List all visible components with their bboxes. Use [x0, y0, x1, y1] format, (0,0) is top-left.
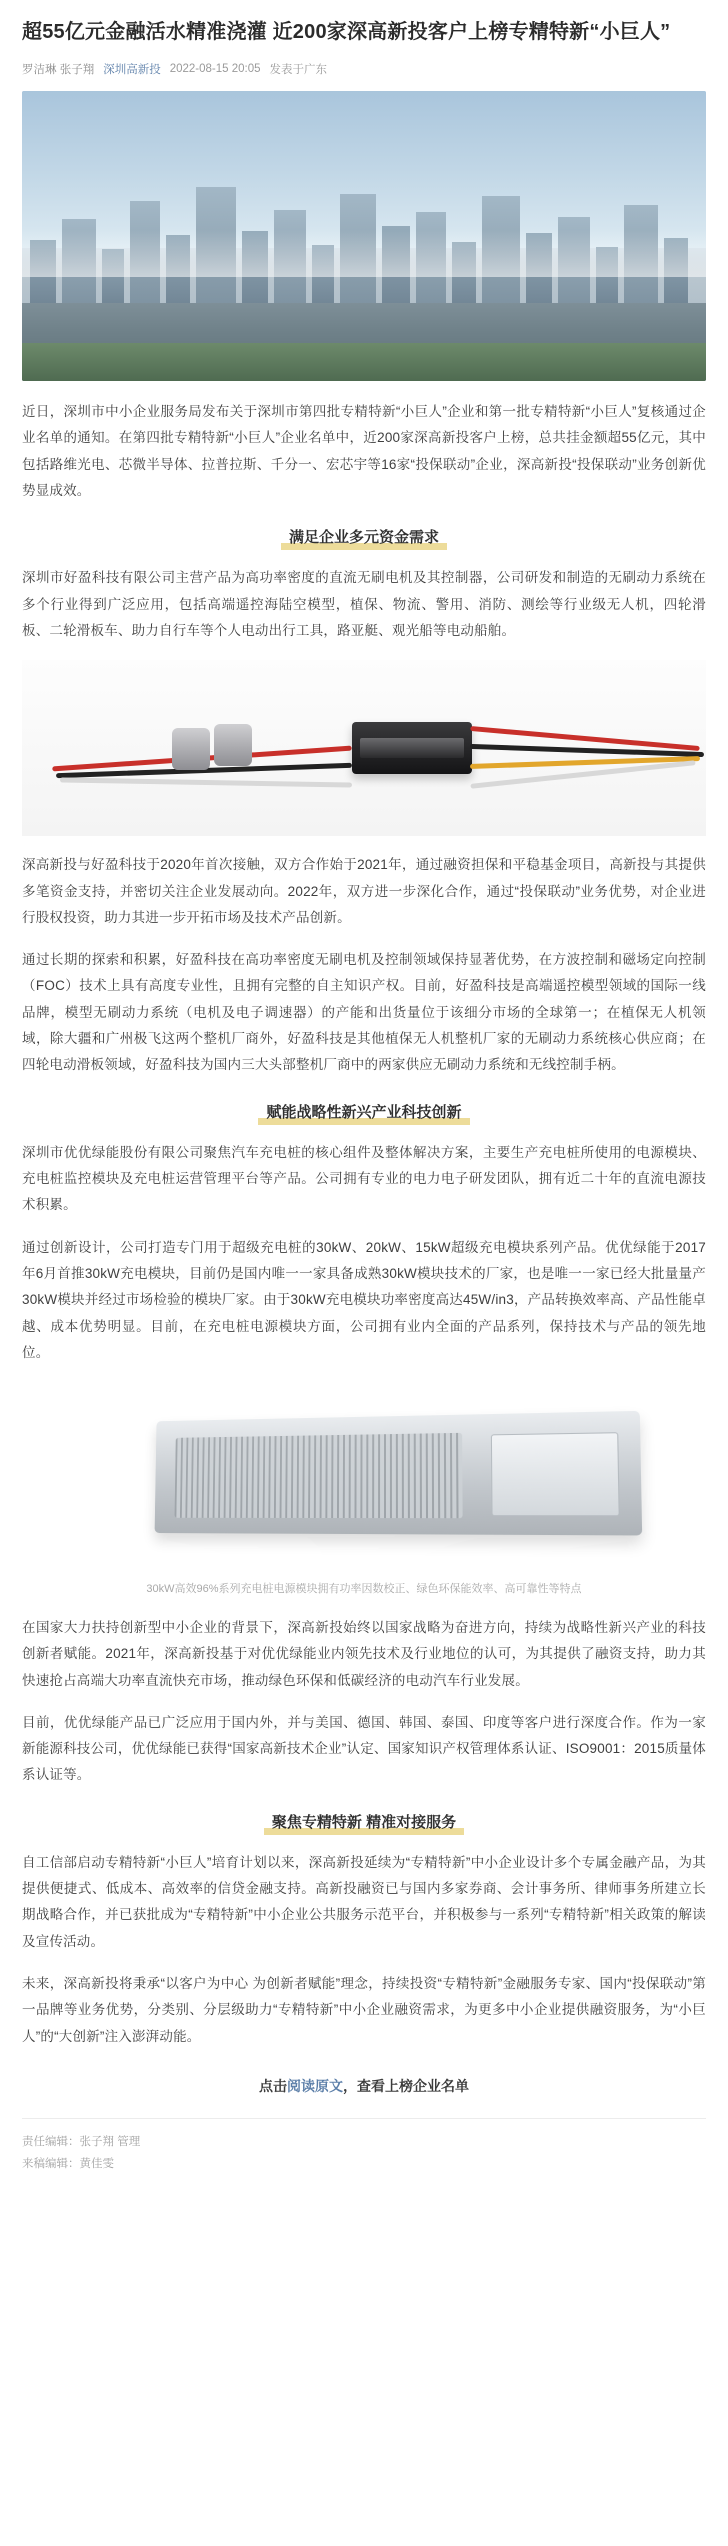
section-heading-3 — [22, 1811, 706, 1834]
esc-controller-body — [352, 722, 472, 774]
paragraph: 通过创新设计，公司打造专门用于超级充电桩的30kW、20kW、15kW超级充电模块系列产品。优优绿能于2017年6月首推30kW充电模块，目前仍是国内唯一一家具备成熟30kW模块技术的厂家，也是唯一一家已经大批量量产30kW模块并经过市场检验的模块厂家。由于30kW充电模块功率密度高达45W/in3，产品转换效率高、产品性能卓越、成本优势明显。目前，在充电桩电源模块方面，公司拥有业内全面的产品系列，保持技术与产品的领先地位。 — [22, 1239, 706, 1360]
byline-account[interactable]: 深圳高新投 — [103, 64, 161, 76]
section-heading-2 — [22, 1101, 706, 1124]
footer-contributor: 来稿编辑：黄佳雯 — [22, 2158, 114, 2171]
cta-prefix: 点击 — [259, 2077, 287, 2094]
hero-haze — [22, 230, 706, 276]
product-image-charging-power-module — [22, 1382, 706, 1572]
paragraph: 深圳市好盈科技有限公司主营产品为高功率密度的直流无刷电机及其控制器，公司研发和制造的无刷动力系统在多个行业得到广泛应用，包括高端遥控海陆空模型，植保、物流、警用、消防、测绘等行业级无人机，四轮滑板、二轮滑板车、助力自行车等个人电动出行工具，路亚艇、观光船等电动船舶。 — [22, 570, 706, 638]
section-heading-label: 赋能战略性新兴产业科技创新 — [262, 1101, 465, 1124]
hero-greenery — [22, 343, 706, 381]
page-title: 超55亿元金融活水精准浇灌 近200家深高新投客户上榜专精特新“小巨人” — [22, 21, 671, 43]
image-caption: 30kW高效96%系列充电桩电源模块拥有功率因数校正、绿色环保能效率、高可靠性等特点 — [146, 1583, 582, 1596]
figure-esc-product — [22, 660, 706, 836]
section-heading-label: 聚焦专精特新 精准对接服务 — [268, 1811, 460, 1834]
section-heading-label: 满足企业多元资金需求 — [285, 526, 443, 549]
paragraph: 深圳市优优绿能股份有限公司聚焦汽车充电桩的核心组件及整体解决方案，主要生产充电桩所使用的电源模块、充电桩监控模块及充电桩运营管理平台等产品。公司拥有专业的电力电子研发团队，拥有近二十年的直流电源技术积累。 — [22, 1144, 706, 1213]
paragraph: 未来，深高新投将秉承“以客户为中心 为创新者赋能”理念，持续投资“专精特新”金融服务专家、国内“投保联动”第一品牌等业务优势，分类别、分层级助力“专精特新”中小企业融资需求，为更多中小企业提供融资服务，为“小巨人”的“大创新”注入澎湃动能。 — [22, 1976, 706, 2044]
product-image-brushless-esc — [22, 660, 706, 836]
byline-location: 发表于广东 — [269, 64, 328, 76]
hero-image-shenzhen-skyline — [22, 91, 706, 381]
cta-suffix: ，查看上榜企业名单 — [343, 2077, 469, 2094]
section-heading-1 — [22, 526, 706, 549]
article-footer — [22, 2118, 706, 2176]
read-original-cta — [22, 2076, 706, 2096]
paragraph: 深高新投与好盈科技于2020年首次接触，双方合作始于2021年，通过融资担保和平稳基金项目，高新投与其提供多笔资金支持，并密切关注企业发展动向。2022年，双方进一步深化合作，通过“投保联动”业务优势，对企业进行股权投资，助力其进一步开拓市场及技术产品创新。 — [22, 857, 706, 925]
byline-date: 2022-08-15 20:05 — [169, 63, 261, 75]
footer-editor: 责任编辑：张子翔 管理 — [22, 2135, 141, 2148]
byline — [22, 61, 706, 77]
paragraph: 通过长期的探索和积累，好盈科技在高功率密度无刷电机及控制领域保持显著优势，在方波控制和磁场定向控制（FOC）技术上具有高度专业性，且拥有完整的自主知识产权。目前，好盈科技是高端遥控模型领域的国际一线品牌，模型无刷动力系统（电机及电子调速器）的产能和出货量位于该细分市场的全球第一；在植保无人机领域，除大疆和广州极飞这两个整机厂商外，好盈科技是其他植保无人机整机厂家的无刷动力系统核心供应商；在四轮电动滑板领域，好盈科技为国内三大头部整机厂商中的两家供应无刷动力系统和无线控制手柄。 — [22, 952, 706, 1073]
paragraph: 在国家大力扶持创新型中小企业的背景下，深高新投始终以国家战略为奋进方向，持续为战略性新兴产业的科技创新者赋能。2021年，深高新投基于对优优绿能业内领先技术及行业地位的认可，为其提供了融资支持，助力其快速抢占高端大功率直流快充市场，推动绿色环保和低碳经济的电动汽车行业发展。 — [22, 1619, 706, 1688]
esc-label — [360, 738, 464, 758]
charger-vent-grill — [175, 1433, 463, 1518]
charger-chassis — [155, 1411, 643, 1536]
read-original-link[interactable]: 阅读原文 — [287, 2077, 343, 2094]
paragraph: 自工信部启动专精特新“小巨人”培育计划以来，深高新投延续为“专精特新”中小企业设计多个专属金融产品，为其提供便捷式、低成本、高效率的信贷金融支持。高新投融资已与国内多家券商、会计事务所、律师事务所建立长期战略合作，并已获批成为“专精特新”中小企业公共服务示范平台，并积极参与一系列“专精特新”相关政策的解读及宣传活动。 — [22, 1854, 706, 1949]
charger-front-panel — [491, 1432, 620, 1516]
paragraph: 近日，深圳市中小企业服务局发布关于深圳市第四批专精特新“小巨人”企业和第一批专精特新“小巨人”复核通过企业名单的通知。在第四批专精特新“小巨人”企业名单中，近200家深高新投客户上榜，总共挂金额超55亿元，其中包括路维光电、芯微半导体、拉普拉斯、千分一、宏芯宇等16家“投保联动”企业，深高新投“投保联动”业务创新优势显成效。 — [22, 404, 706, 498]
paragraph: 目前，优优绿能产品已广泛应用于国内外，并与美国、德国、韩国、泰国、印度等客户进行深度合作。作为一家新能源科技公司，优优绿能已获得“国家高新技术企业”认定、国家知识产权管理体系认证、ISO9001：2015质量体系认证等。 — [22, 1714, 707, 1783]
byline-author: 罗洁琳 张子翔 — [22, 64, 95, 76]
figure-charging-module — [22, 1382, 706, 1599]
